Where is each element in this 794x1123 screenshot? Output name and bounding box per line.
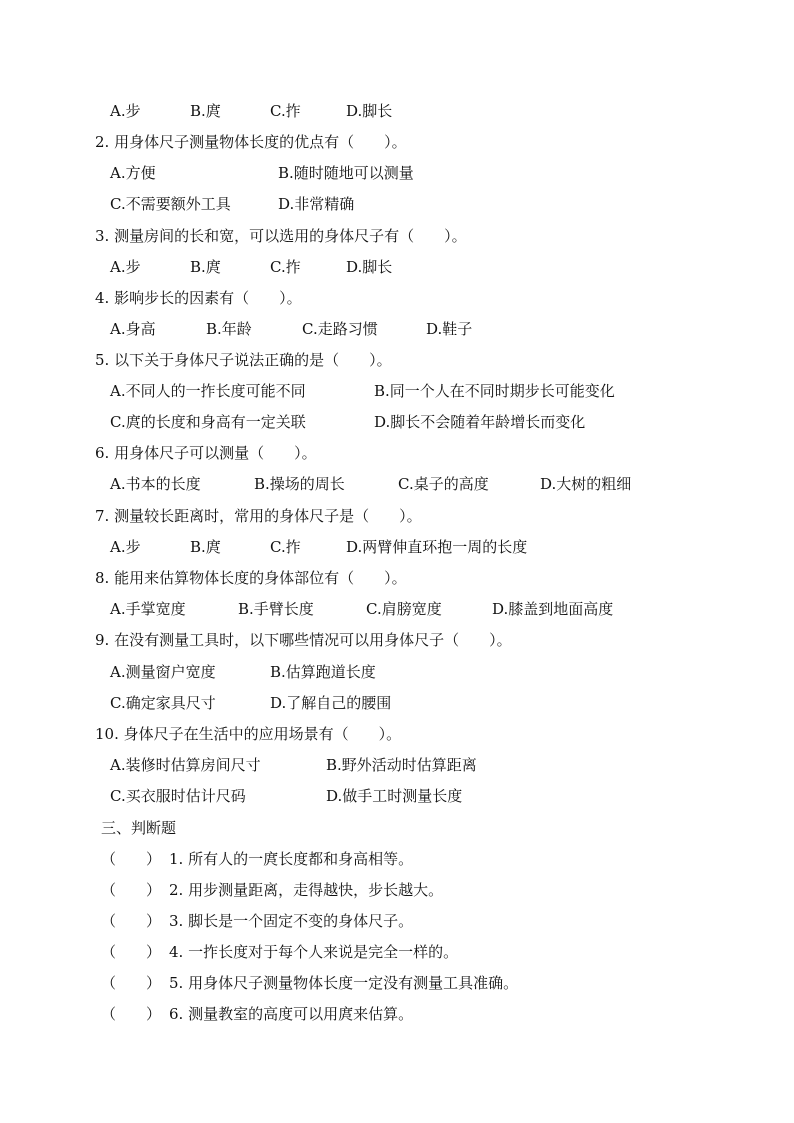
judgement-item — [101, 880, 443, 900]
option-d: D.大树的粗细 — [540, 475, 632, 493]
option-d: D.膝盖到地面高度 — [492, 600, 614, 618]
option-a: A.手掌宽度 — [110, 600, 186, 618]
option-c: C.庹的长度和身高有一定关联 — [110, 413, 306, 431]
q1-option-a: A.步 — [110, 102, 141, 120]
option-c: C.桌子的高度 — [398, 475, 489, 493]
option-b: B.庹 — [190, 538, 221, 556]
q1-option-b: B.庹 — [190, 102, 221, 120]
option-c: C.肩膀宽度 — [366, 600, 442, 618]
option-a: A.不同人的一拃长度可能不同 — [110, 382, 306, 400]
answer-blank[interactable]: （ ） — [101, 912, 162, 930]
option-a: A.测量窗户宽度 — [110, 663, 216, 681]
option-d: D.脚长不会随着年龄增长而变化 — [374, 413, 586, 431]
answer-blank[interactable]: （ ） — [101, 974, 162, 992]
judgement-item — [101, 973, 518, 993]
option-c: C.拃 — [270, 258, 301, 276]
option-b: B.同一个人在不同时期步长可能变化 — [374, 382, 615, 400]
question-stem: 7. 测量较长距离时，常用的身体尺子是（ ）。 — [95, 507, 422, 525]
answer-blank[interactable]: （ ） — [101, 881, 162, 899]
judgement-text: 3. 脚长是一个固定不变的身体尺子。 — [169, 912, 414, 930]
judgement-text: 2. 用步测量距离，走得越快，步长越大。 — [169, 881, 444, 899]
option-a: A.步 — [110, 258, 141, 276]
question-stem: 2. 用身体尺子测量物体长度的优点有（ ）。 — [95, 133, 407, 151]
option-b: B.手臂长度 — [238, 600, 314, 618]
judgement-text: 5. 用身体尺子测量物体长度一定没有测量工具准确。 — [169, 974, 519, 992]
option-d: D.非常精确 — [278, 195, 355, 213]
judgement-item — [101, 849, 413, 869]
answer-blank[interactable]: （ ） — [101, 850, 162, 868]
q1-option-d: D.脚长 — [346, 102, 393, 120]
option-b: B.野外活动时估算距离 — [326, 756, 477, 774]
question-stem: 4. 影响步长的因素有（ ）。 — [95, 289, 302, 307]
option-b: B.随时随地可以测量 — [278, 164, 414, 182]
option-d: D.脚长 — [346, 258, 393, 276]
option-b: B.年龄 — [206, 320, 252, 338]
option-d: D.了解自己的腰围 — [270, 694, 392, 712]
judgement-text: 4. 一拃长度对于每个人来说是完全一样的。 — [169, 943, 459, 961]
option-c: C.买衣服时估计尺码 — [110, 787, 246, 805]
question-stem: 9. 在没有测量工具时，以下哪些情况可以用身体尺子（ ）。 — [95, 631, 512, 649]
option-b: B.庹 — [190, 258, 221, 276]
judgement-item — [101, 942, 458, 962]
answer-blank[interactable]: （ ） — [101, 943, 162, 961]
question-stem: 8. 能用来估算物体长度的身体部位有（ ）。 — [95, 569, 407, 587]
judgement-text: 6. 测量教室的高度可以用庹来估算。 — [169, 1005, 414, 1023]
judgement-text: 1. 所有人的一庹长度都和身高相等。 — [169, 850, 414, 868]
option-b: B.估算跑道长度 — [270, 663, 376, 681]
option-c: C.走路习惯 — [302, 320, 378, 338]
option-a: A.装修时估算房间尺寸 — [110, 756, 261, 774]
answer-blank[interactable]: （ ） — [101, 1005, 162, 1023]
option-d: D.两臂伸直环抱一周的长度 — [346, 538, 528, 556]
judgement-item — [101, 911, 413, 931]
question-stem: 6. 用身体尺子可以测量（ ）。 — [95, 444, 317, 462]
option-d: D.做手工时测量长度 — [326, 787, 463, 805]
option-a: A.步 — [110, 538, 141, 556]
option-a: A.书本的长度 — [110, 475, 201, 493]
judgement-item — [101, 1004, 413, 1024]
question-stem: 10. 身体尺子在生活中的应用场景有（ ）。 — [95, 725, 402, 743]
section-title: 三、判断题 — [101, 819, 177, 837]
question-stem: 3. 测量房间的长和宽，可以选用的身体尺子有（ ）。 — [95, 227, 467, 245]
option-a: A.方便 — [110, 164, 156, 182]
q1-option-c: C.拃 — [270, 102, 301, 120]
option-d: D.鞋子 — [426, 320, 473, 338]
question-stem: 5. 以下关于身体尺子说法正确的是（ ）。 — [95, 351, 392, 369]
option-b: B.操场的周长 — [254, 475, 345, 493]
option-c: C.不需要额外工具 — [110, 195, 231, 213]
option-c: C.确定家具尺寸 — [110, 694, 216, 712]
option-a: A.身高 — [110, 320, 156, 338]
option-c: C.拃 — [270, 538, 301, 556]
